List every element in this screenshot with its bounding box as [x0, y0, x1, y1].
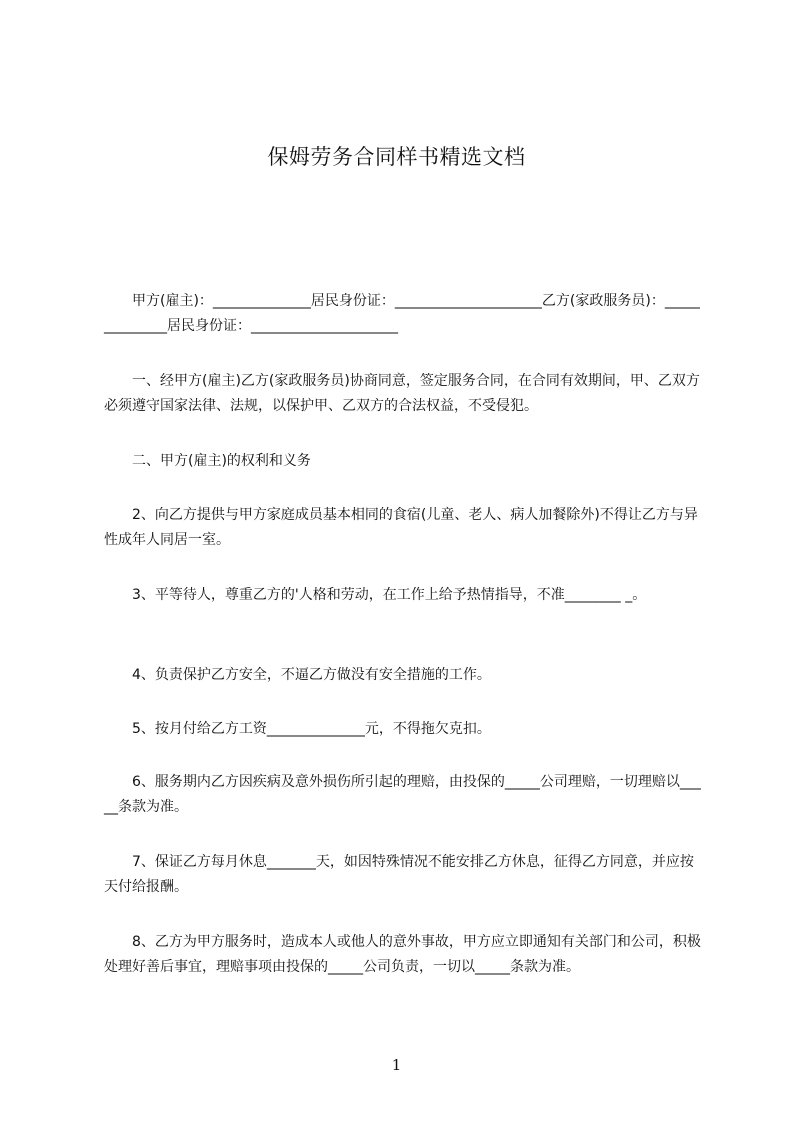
clause-paragraph: 一、经甲方(雇主)乙方(家政服务员)协商同意，签定服务合同，在合同有效期间，甲、乙双方必须遵守国家法律、法规，以保护甲、乙双方的合法权益，不受侵犯。 — [104, 373, 700, 414]
clause-paragraph: 6、服务期内乙方因疾病及意外损伤所引起的理赔，由投保的_____公司理赔，一切理赔以_____条款为准。 — [104, 774, 701, 815]
clause-paragraph: 2、向乙方提供与甲方家庭成员基本相同的食宿(儿童、老人、病人加餐除外)不得让乙方与异性成年人同居一室。 — [104, 507, 698, 548]
clause-paragraph: 8、乙方为甲方服务时，造成本人或他人的意外事故，甲方应立即通知有关部门和公司，积极处理好善后事宜，理赔事项由投保的_____公司负责，一切以_____条款为准。 — [104, 934, 701, 975]
section-heading: 二、甲方(雇主)的权利和义务 — [132, 453, 311, 469]
clause-paragraph: 7、保证乙方每月休息_______天，如因特殊情况不能安排乙方休息，征得乙方同意，并应按天付给报酬。 — [104, 854, 694, 895]
clause-paragraph: 4、负责保护乙方安全，不逼乙方做没有安全措施的工作。 — [132, 667, 491, 683]
party-info-paragraph: 甲方(雇主)：______________居民身份证：_____________________乙方(家政服务员)：______________居民身份证：_____________________ — [104, 293, 700, 334]
clause-paragraph: 3、平等待人，尊重乙方的'人格和劳动，在工作上给予热情指导，不准________ _。 — [132, 587, 647, 603]
document-title: 保姆劳务合同样书精选文档 — [267, 145, 526, 169]
page-number: 1 — [391, 1056, 402, 1074]
clause-paragraph: 5、按月付给乙方工资______________元，不得拖欠克扣。 — [132, 721, 491, 737]
